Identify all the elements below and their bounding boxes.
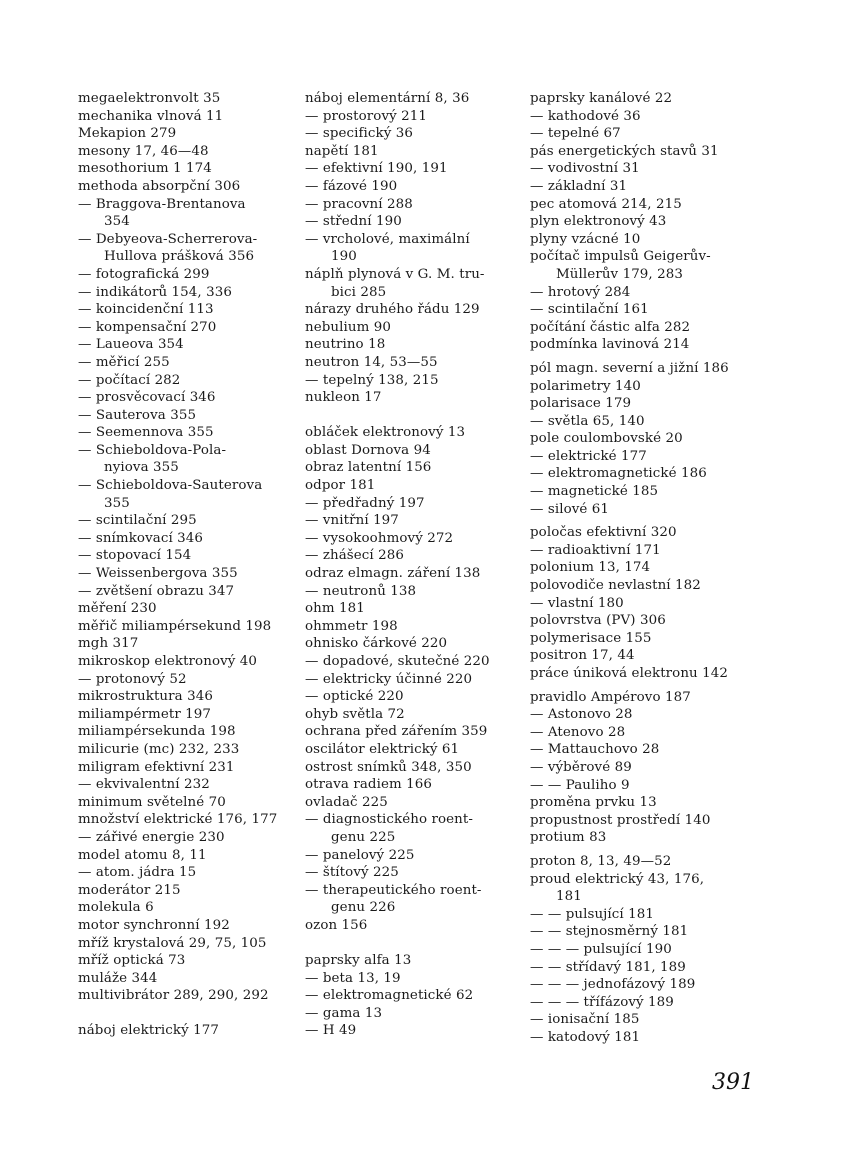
index-column-3 — [530, 90, 760, 1046]
index-entry: — Atenovo 28 — [530, 724, 626, 740]
index-entry: — specifický 36 — [305, 126, 414, 142]
index-entry: polonium 13, 174 — [530, 560, 651, 576]
index-entry: miliampérmetr 197 — [78, 706, 212, 722]
index-entry: mříž optická 73 — [78, 953, 186, 969]
index-entry-continuation: 181 — [556, 889, 582, 905]
index-entry: — fázové 190 — [305, 178, 398, 194]
index-entry-continuation: genu 226 — [331, 900, 396, 916]
index-entry: — gama 13 — [305, 1005, 383, 1021]
index-entry: ozon 156 — [305, 917, 368, 933]
index-entry: práce úniková elektronu 142 — [530, 666, 729, 681]
index-entry: neutron 14, 53—55 — [305, 354, 438, 370]
index-entry: — Braggova-Brentanova — [78, 196, 246, 212]
index-entry: nukleon 17 — [305, 390, 382, 406]
index-entry-continuation: Hullova prášková 356 — [104, 249, 255, 265]
index-entry: nárazy druhého řádu 129 — [305, 302, 480, 318]
index-entry: megaelektronvolt 35 — [78, 91, 221, 106]
index-entry: — radioaktivní 171 — [530, 542, 661, 558]
index-entry: — tepelný 138, 215 — [305, 372, 439, 388]
index-entry: — vysokoohmový 272 — [305, 530, 454, 546]
index-entry: — vlastní 180 — [530, 595, 624, 611]
index-entry: obraz latentní 156 — [305, 460, 432, 476]
index-entry: — protonový 52 — [78, 671, 187, 687]
index-entry: — zvětšení obrazu 347 — [78, 583, 235, 599]
index-entry: — vodivostní 31 — [530, 161, 640, 177]
index-column-1 — [78, 90, 303, 1040]
index-entry: — neutronů 138 — [305, 583, 417, 599]
index-entry: moderátor 215 — [78, 882, 181, 898]
index-entry: otrava radiem 166 — [305, 777, 433, 793]
index-entry: — základní 31 — [530, 178, 628, 194]
index-entry: — prosvěcovací 346 — [78, 390, 216, 406]
index-entry: positron 17, 44 — [530, 648, 635, 664]
index-entry: — vnitřní 197 — [305, 513, 399, 529]
index-entry: — předřadný 197 — [305, 495, 425, 511]
index-entry: miliampérsekunda 198 — [78, 724, 236, 740]
index-entry: — kompensační 270 — [78, 319, 217, 335]
index-entry-continuation: nyiova 355 — [104, 460, 179, 476]
index-entry: mesothorium 1 174 — [78, 161, 212, 177]
index-entry: nebulium 90 — [305, 319, 392, 335]
index-entry: pec atomová 214, 215 — [530, 196, 682, 212]
letter-gap — [305, 935, 525, 953]
index-entry: — optické 220 — [305, 689, 404, 705]
index-entry: — atom. jádra 15 — [78, 865, 197, 881]
index-entry: mechanika vlnová 11 — [78, 108, 224, 124]
index-entry: mgh 317 — [78, 636, 139, 652]
index-entry: — elektricky účinné 220 — [305, 671, 473, 687]
index-entry: odpor 181 — [305, 478, 376, 494]
index-entry: — silové 61 — [530, 501, 610, 517]
index-entry: náplň plynová v G. M. tru- — [305, 266, 485, 282]
index-entry-continuation: 354 — [104, 214, 130, 230]
index-column-2 — [305, 90, 525, 1040]
index-entry: — Debyeova-Scherrerova- — [78, 231, 258, 247]
index-entry: — panelový 225 — [305, 847, 415, 863]
index-entry: polymerisace 155 — [530, 630, 652, 646]
index-entry: — H 49 — [305, 1023, 357, 1039]
index-entry: — měřicí 255 — [78, 354, 170, 370]
index-entry: paprsky alfa 13 — [305, 953, 412, 969]
index-entry: náboj elementární 8, 36 — [305, 91, 470, 106]
index-entry: — efektivní 190, 191 — [305, 161, 448, 177]
index-entry: — scintilační 161 — [530, 302, 649, 318]
index-entry: — zhášecí 286 — [305, 548, 405, 564]
index-entry: — vrcholové, maximální — [305, 231, 470, 247]
index-entry-continuation: 190 — [331, 249, 357, 265]
index-entry: — koincidenční 113 — [78, 302, 214, 318]
letter-gap — [78, 1005, 303, 1023]
index-entry: podmínka lavinová 214 — [530, 337, 690, 353]
index-entry: — scintilační 295 — [78, 513, 197, 529]
index-entry: — indikátorů 154, 336 — [78, 284, 232, 300]
index-entry: polarisace 179 — [530, 396, 632, 412]
index-entry: — therapeutického roent- — [305, 882, 482, 898]
index-entry: propustnost prostředí 140 — [530, 812, 711, 828]
index-entry: model atomu 8, 11 — [78, 847, 207, 863]
index-entry: ohmmetr 198 — [305, 618, 398, 634]
index-entry: — beta 13, 19 — [305, 970, 401, 986]
index-entry-continuation: 355 — [104, 495, 130, 511]
index-entry: paprsky kanálové 22 — [530, 91, 673, 106]
index-entry: — fotografická 299 — [78, 266, 210, 282]
index-entry: Mekapion 279 — [78, 126, 177, 142]
page-number: 391 — [712, 1070, 754, 1095]
index-entry: proměna prvku 13 — [530, 795, 657, 811]
index-entry: náboj elektrický 177 — [78, 1023, 219, 1039]
index-entry: — tepelné 67 — [530, 126, 621, 142]
index-entry-continuation: genu 225 — [331, 829, 396, 845]
index-entry: oblast Dornova 94 — [305, 442, 431, 458]
index-entry: motor synchronní 192 — [78, 917, 230, 933]
index-entry-continuation: Müllerův 179, 283 — [556, 266, 684, 282]
index-entry: methoda absorpční 306 — [78, 178, 241, 194]
index-entry: — — — jednofázový 189 — [530, 977, 696, 993]
index-entry: pás energetických stavů 31 — [530, 143, 719, 159]
index-entry: — — — třífázový 189 — [530, 994, 674, 1010]
index-entry: — střední 190 — [305, 214, 402, 230]
index-entry: — diagnostického roent- — [305, 812, 473, 828]
index-entry: polovodiče nevlastní 182 — [530, 578, 701, 594]
index-entry: milicurie (mc) 232, 233 — [78, 741, 240, 757]
index-entry: — pracovní 288 — [305, 196, 413, 212]
index-entry: ochrana před zářením 359 — [305, 724, 488, 740]
index-entry: muláže 344 — [78, 970, 158, 986]
index-entry: pól magn. severní a jižní 186 — [530, 360, 729, 376]
index-entry: měřič miliampérsekund 198 — [78, 618, 272, 634]
index-entry: ohyb světla 72 — [305, 706, 405, 722]
index-entry: — stopovací 154 — [78, 548, 192, 564]
index-entry: — počítací 282 — [78, 372, 181, 388]
index-entry: minimum světelné 70 — [78, 794, 226, 810]
index-entry: — — stejnosměrný 181 — [530, 924, 689, 940]
index-entry: polarimetry 140 — [530, 378, 641, 394]
index-entry: — Astonovo 28 — [530, 707, 633, 723]
index-entry: — zářivé energie 230 — [78, 829, 225, 845]
index-entry: — dopadové, skutečné 220 — [305, 654, 490, 669]
index-entry: — ionisační 185 — [530, 1012, 640, 1028]
index-entry: napětí 181 — [305, 143, 379, 159]
index-entry: pravidlo Ampérovo 187 — [530, 689, 691, 705]
index-entry: — prostorový 211 — [305, 108, 428, 124]
index-entry: pole coulombovské 20 — [530, 431, 683, 447]
index-entry: — Laueova 354 — [78, 337, 184, 353]
index-entry: — — — pulsující 190 — [530, 941, 672, 957]
index-entry: polovrstva (PV) 306 — [530, 613, 666, 629]
index-entry: plyny vzácné 10 — [530, 231, 641, 247]
letter-gap — [305, 407, 525, 425]
index-entry: oscilátor elektrický 61 — [305, 741, 460, 757]
index-entry: — snímkovací 346 — [78, 530, 204, 546]
index-entry: — elektrické 177 — [530, 448, 647, 464]
index-entry: — Seemennova 355 — [78, 425, 214, 441]
index-entry: protium 83 — [530, 830, 607, 846]
index-entry: ovladač 225 — [305, 794, 388, 810]
index-entry: odraz elmagn. záření 138 — [305, 566, 481, 582]
index-entry: — kathodové 36 — [530, 108, 641, 124]
index-entry: — elektromagnetické 186 — [530, 466, 707, 482]
index-entry: — Sauterova 355 — [78, 407, 197, 423]
index-entry: — — Pauliho 9 — [530, 777, 630, 793]
index-entry: — hrotový 284 — [530, 284, 631, 300]
index-entry: počítač impulsů Geigerův- — [530, 249, 711, 265]
index-entry: obláček elektronový 13 — [305, 425, 466, 441]
index-entry: mříž krystalová 29, 75, 105 — [78, 935, 267, 951]
index-entry: — Schieboldova-Pola- — [78, 442, 227, 458]
index-entry: mikrostruktura 346 — [78, 689, 213, 705]
index-entry: — katodový 181 — [530, 1029, 641, 1045]
index-entry: miligram efektivní 231 — [78, 759, 235, 775]
index-entry: měření 230 — [78, 601, 157, 617]
index-entry: proud elektrický 43, 176, — [530, 871, 705, 887]
index-entry: — výběrové 89 — [530, 759, 632, 775]
index-entry: — ekvivalentní 232 — [78, 777, 210, 793]
index-entry: proton 8, 13, 49—52 — [530, 853, 672, 869]
index-entry: mikroskop elektronový 40 — [78, 654, 258, 669]
index-entry: plyn elektronový 43 — [530, 214, 667, 230]
index-entry: molekula 6 — [78, 900, 154, 916]
index-entry: — Weissenbergova 355 — [78, 566, 238, 582]
index-entry: mesony 17, 46—48 — [78, 143, 209, 159]
index-entry-continuation: bici 285 — [331, 284, 387, 300]
index-entry: — světla 65, 140 — [530, 413, 645, 429]
index-entry: — Schieboldova-Sauterova — [78, 478, 263, 494]
index-entry: — — pulsující 181 — [530, 906, 655, 922]
index-entry: ohnisko čárkové 220 — [305, 636, 448, 652]
index-entry: — — střídavý 181, 189 — [530, 959, 686, 975]
index-entry: množství elektrické 176, 177 — [78, 812, 278, 828]
index-entry: poločas efektivní 320 — [530, 525, 677, 541]
index-entry: — elektromagnetické 62 — [305, 988, 474, 1004]
index-entry: multivibrátor 289, 290, 292 — [78, 988, 269, 1004]
index-entry: — Mattauchovo 28 — [530, 742, 660, 758]
index-entry: ohm 181 — [305, 601, 365, 617]
index-entry: — štítový 225 — [305, 865, 399, 881]
index-entry: neutrino 18 — [305, 337, 386, 353]
index-entry: počítání částic alfa 282 — [530, 319, 691, 335]
index-entry: — magnetické 185 — [530, 484, 659, 500]
index-entry: ostrost snímků 348, 350 — [305, 759, 472, 775]
